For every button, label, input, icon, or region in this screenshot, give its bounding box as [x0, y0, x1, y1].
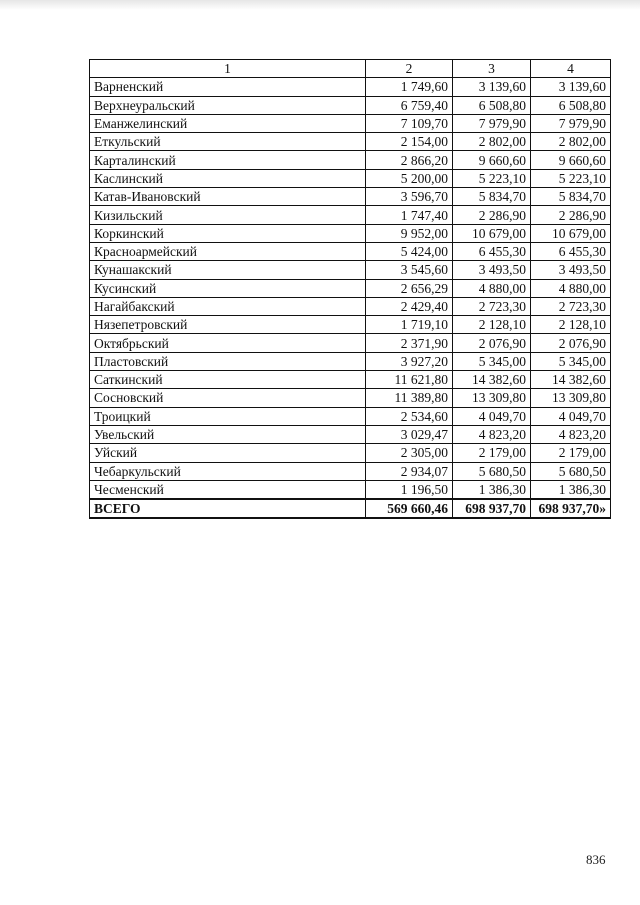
district-name: Нагайбакский — [90, 297, 366, 315]
table-row — [90, 371, 611, 389]
table-row — [90, 316, 611, 334]
value-col-4: 4 049,70 — [531, 407, 611, 425]
value-col-2: 2 934,07 — [366, 462, 453, 480]
district-name: Кунашакский — [90, 261, 366, 279]
value-col-3: 7 979,90 — [453, 114, 531, 132]
value-col-4: 13 309,80 — [531, 389, 611, 407]
value-col-2: 7 109,70 — [366, 114, 453, 132]
value-col-2: 3 029,47 — [366, 425, 453, 443]
value-col-4: 5 834,70 — [531, 188, 611, 206]
value-col-4: 7 979,90 — [531, 114, 611, 132]
district-name: Троицкий — [90, 407, 366, 425]
district-name: Чесменский — [90, 480, 366, 499]
table-row — [90, 334, 611, 352]
value-col-4: 4 823,20 — [531, 425, 611, 443]
district-name: Саткинский — [90, 371, 366, 389]
value-col-3: 14 382,60 — [453, 371, 531, 389]
value-col-4: 3 139,60 — [531, 78, 611, 96]
total-row — [90, 499, 611, 518]
value-col-3: 5 834,70 — [453, 188, 531, 206]
value-col-4: 4 880,00 — [531, 279, 611, 297]
value-col-3: 5 345,00 — [453, 352, 531, 370]
table-row — [90, 133, 611, 151]
table-row — [90, 188, 611, 206]
value-col-2: 11 389,80 — [366, 389, 453, 407]
value-col-3: 6 455,30 — [453, 242, 531, 260]
district-name: Еткульский — [90, 133, 366, 151]
value-col-3: 3 139,60 — [453, 78, 531, 96]
table-row — [90, 444, 611, 462]
value-col-3: 10 679,00 — [453, 224, 531, 242]
district-name: Чебаркульский — [90, 462, 366, 480]
district-name: Еманжелинский — [90, 114, 366, 132]
value-col-4: 6 508,80 — [531, 96, 611, 114]
budget-table — [89, 59, 611, 519]
value-col-3: 1 386,30 — [453, 480, 531, 499]
table-row — [90, 206, 611, 224]
value-col-2: 2 866,20 — [366, 151, 453, 169]
value-col-3: 5 680,50 — [453, 462, 531, 480]
column-header: 2 — [366, 60, 453, 78]
district-name: Верхнеуральский — [90, 96, 366, 114]
district-name: Красноармейский — [90, 242, 366, 260]
table-row — [90, 480, 611, 499]
value-col-2: 2 656,29 — [366, 279, 453, 297]
district-name: Кусинский — [90, 279, 366, 297]
value-col-3: 5 223,10 — [453, 169, 531, 187]
value-col-2: 2 154,00 — [366, 133, 453, 151]
district-name: Уйский — [90, 444, 366, 462]
value-col-4: 5 680,50 — [531, 462, 611, 480]
value-col-2: 3 596,70 — [366, 188, 453, 206]
value-col-4: 1 386,30 — [531, 480, 611, 499]
table-row — [90, 242, 611, 260]
value-col-4: 5 223,10 — [531, 169, 611, 187]
table-row — [90, 151, 611, 169]
table-row — [90, 389, 611, 407]
table-row — [90, 462, 611, 480]
value-col-2: 2 305,00 — [366, 444, 453, 462]
value-col-3: 9 660,60 — [453, 151, 531, 169]
district-name: Нязепетровский — [90, 316, 366, 334]
column-header: 4 — [531, 60, 611, 78]
value-col-3: 2 723,30 — [453, 297, 531, 315]
value-col-4: 2 723,30 — [531, 297, 611, 315]
district-name: Пластовский — [90, 352, 366, 370]
value-col-3: 2 076,90 — [453, 334, 531, 352]
value-col-2: 1 747,40 — [366, 206, 453, 224]
table-row — [90, 279, 611, 297]
table-row — [90, 169, 611, 187]
value-col-3: 3 493,50 — [453, 261, 531, 279]
value-col-4: 2 076,90 — [531, 334, 611, 352]
table-row — [90, 96, 611, 114]
value-col-2: 3 545,60 — [366, 261, 453, 279]
value-col-3: 2 128,10 — [453, 316, 531, 334]
value-col-3: 13 309,80 — [453, 389, 531, 407]
table-row — [90, 425, 611, 443]
district-name: Варненский — [90, 78, 366, 96]
table-row — [90, 114, 611, 132]
value-col-4: 9 660,60 — [531, 151, 611, 169]
value-col-3: 2 179,00 — [453, 444, 531, 462]
value-col-3: 2 286,90 — [453, 206, 531, 224]
value-col-2: 6 759,40 — [366, 96, 453, 114]
table-row — [90, 78, 611, 96]
table-row — [90, 224, 611, 242]
table-header-row — [90, 60, 611, 78]
table-row — [90, 261, 611, 279]
value-col-3: 6 508,80 — [453, 96, 531, 114]
district-name: Катав-Ивановский — [90, 188, 366, 206]
value-col-3: 4 880,00 — [453, 279, 531, 297]
page-edge-shadow — [0, 0, 640, 10]
column-header: 1 — [90, 60, 366, 78]
page-number: 836 — [586, 852, 606, 867]
table-row — [90, 352, 611, 370]
total-col-2: 569 660,46 — [366, 499, 453, 518]
value-col-2: 11 621,80 — [366, 371, 453, 389]
value-col-4: 14 382,60 — [531, 371, 611, 389]
district-name: Сосновский — [90, 389, 366, 407]
value-col-4: 2 802,00 — [531, 133, 611, 151]
value-col-2: 1 196,50 — [366, 480, 453, 499]
table-row — [90, 297, 611, 315]
value-col-4: 2 286,90 — [531, 206, 611, 224]
value-col-3: 4 049,70 — [453, 407, 531, 425]
district-name: Увельский — [90, 425, 366, 443]
district-name: Октябрьский — [90, 334, 366, 352]
district-name: Каслинский — [90, 169, 366, 187]
value-col-2: 2 429,40 — [366, 297, 453, 315]
value-col-2: 1 719,10 — [366, 316, 453, 334]
value-col-4: 5 345,00 — [531, 352, 611, 370]
value-col-3: 4 823,20 — [453, 425, 531, 443]
total-col-4: 698 937,70» — [531, 499, 611, 518]
value-col-2: 2 534,60 — [366, 407, 453, 425]
value-col-2: 3 927,20 — [366, 352, 453, 370]
value-col-2: 9 952,00 — [366, 224, 453, 242]
value-col-2: 2 371,90 — [366, 334, 453, 352]
value-col-3: 2 802,00 — [453, 133, 531, 151]
value-col-2: 5 424,00 — [366, 242, 453, 260]
value-col-2: 5 200,00 — [366, 169, 453, 187]
value-col-4: 6 455,30 — [531, 242, 611, 260]
value-col-4: 3 493,50 — [531, 261, 611, 279]
value-col-2: 1 749,60 — [366, 78, 453, 96]
district-name: Карталинский — [90, 151, 366, 169]
district-name: Коркинский — [90, 224, 366, 242]
total-col-3: 698 937,70 — [453, 499, 531, 518]
column-header: 3 — [453, 60, 531, 78]
value-col-4: 2 128,10 — [531, 316, 611, 334]
value-col-4: 10 679,00 — [531, 224, 611, 242]
value-col-4: 2 179,00 — [531, 444, 611, 462]
table-row — [90, 407, 611, 425]
total-label: ВСЕГО — [90, 499, 366, 518]
district-name: Кизильский — [90, 206, 366, 224]
